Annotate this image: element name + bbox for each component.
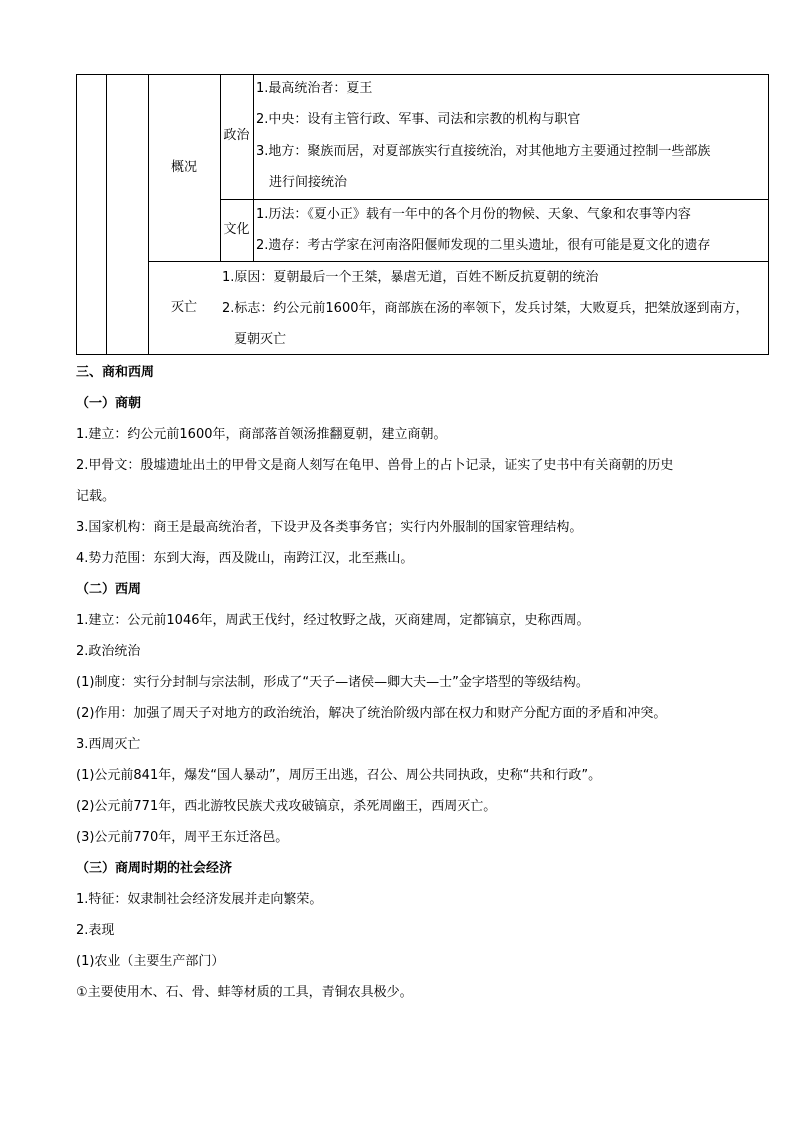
- overview-label: 概况: [170, 160, 197, 175]
- table-border-bottom: [76, 354, 769, 355]
- subsection-shang-heading: （一）商朝: [76, 396, 142, 411]
- shang-para-4: 4.势力范围：东到大海，西及陇山，南跨江汉，北至燕山。: [76, 551, 414, 566]
- fall-line-1: 1.原因：夏朝最后一个王桀，暴虐无道，百姓不断反抗夏朝的统治: [222, 270, 599, 285]
- fall-line-3: 夏朝灭亡: [234, 332, 287, 347]
- table-rule-overview-fall: [148, 261, 769, 262]
- politics-line-2: 2.中央：设有主管行政、军事、司法和宗教的机构与职官: [256, 112, 581, 127]
- fall-line-2: 2.标志：约公元前1600年，商部族在汤的率领下，发兵讨桀，大败夏兵，把桀放逐到南方，: [222, 301, 749, 316]
- culture-line-2: 2.遗存：考古学家在河南洛阳偃师发现的二里头遗址，很有可能是夏文化的遗存: [256, 238, 711, 253]
- economy-para-3: (1)农业（主要生产部门）: [76, 954, 225, 969]
- politics-label: 政治: [223, 128, 250, 143]
- table-col-rule-1: [106, 74, 107, 355]
- shang-para-3: 3.国家机构：商王是最高统治者，下设尹及各类事务官；实行内外服制的国家管理结构。: [76, 520, 583, 535]
- subsection-xizhou-heading: （二）西周: [76, 582, 142, 597]
- xizhou-para-4: (2)作用：加强了周天子对地方的政治统治，解决了统治阶级内部在权力和财产分配方面的矛盾和冲突。: [76, 706, 667, 721]
- xizhou-para-6: (1)公元前841年，爆发“国人暴动”，周厉王出逃，召公、周公共同执政，史称“共和行政”。: [76, 768, 602, 783]
- xizhou-para-2: 2.政治统治: [76, 644, 141, 659]
- fall-label: 灭亡: [170, 300, 197, 315]
- table-border-right: [768, 74, 769, 355]
- section-3-heading: 三、商和西周: [76, 365, 155, 380]
- economy-para-4: ①主要使用木、石、骨、蚌等材质的工具，青铜农具极少。: [76, 985, 413, 1000]
- table-border-left: [76, 74, 77, 355]
- shang-para-2-cont: 记载。: [76, 489, 116, 504]
- politics-line-1: 1.最高统治者：夏王: [256, 81, 373, 96]
- shang-para-1: 1.建立：约公元前1600年，商部落首领汤推翻夏朝，建立商朝。: [76, 427, 447, 442]
- table-rule-politics-culture: [220, 199, 769, 200]
- table-border-top: [76, 74, 769, 75]
- economy-para-2: 2.表现: [76, 923, 115, 938]
- xizhou-para-1: 1.建立：公元前1046年，周武王伐纣，经过牧野之战，灭商建周，定都镐京，史称西周。: [76, 613, 590, 628]
- politics-line-4: 进行间接统治: [269, 175, 348, 190]
- politics-line-3: 3.地方：聚族而居，对夏部族实行直接统治，对其他地方主要通过控制一些部族: [256, 144, 711, 159]
- xizhou-para-8: (3)公元前770年，周平王东迁洛邑。: [76, 830, 289, 845]
- table-col-rule-4: [253, 74, 254, 262]
- xizhou-para-7: (2)公元前771年，西北游牧民族犬戎攻破镐京，杀死周幽王，西周灭亡。: [76, 799, 497, 814]
- shang-para-2: 2.甲骨文：殷墟遗址出土的甲骨文是商人刻写在龟甲、兽骨上的占卜记录，证实了史书中有关商朝的历史: [76, 458, 674, 473]
- culture-line-1: 1.历法：《夏小正》载有一年中的各个月份的物候、天象、气象和农事等内容: [256, 207, 691, 222]
- xizhou-para-5: 3.西周灭亡: [76, 737, 141, 752]
- economy-para-1: 1.特征：奴隶制社会经济发展并走向繁荣。: [76, 892, 323, 907]
- subsection-economy-heading: （三）商周时期的社会经济: [76, 861, 233, 876]
- xizhou-para-3: (1)制度：实行分封制与宗法制，形成了“天子—诸侯—卿大夫—士”金字塔型的等级结构。: [76, 675, 589, 690]
- history-table: [76, 74, 769, 355]
- culture-label: 文化: [223, 222, 250, 237]
